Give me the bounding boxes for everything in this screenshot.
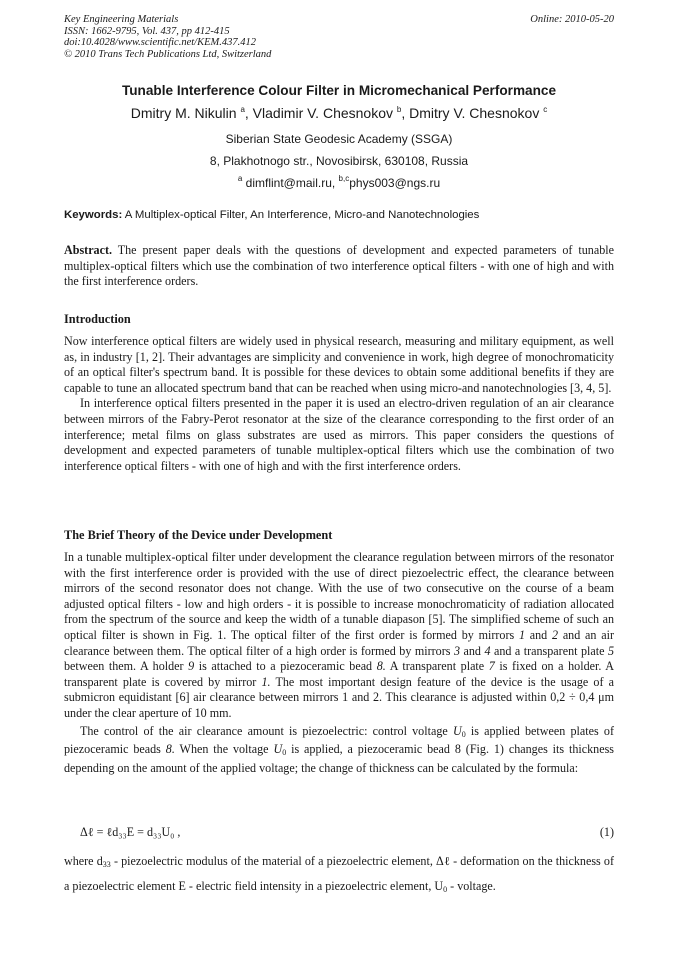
paragraph: In a tunable multiplex-optical filter under development the clearance regulation between mirrors of the resonator with the first interference order is provided with the use of direct piezoelectric effect, the clearance between mirrors of the second resonator does not change. With the use of two consecutive on the course of a beam adjusted optical filters - low and high orders - it is possible to increase monochromaticity of radiation allocated from the spectrum of the source and keep the width of a tunable diapason [5]. The simplified scheme of such an optical filter is shown in Fig. 1. The optical filter of the first order is formed by mirrors 1 and 2 and an air clearance between them. The optical filter of a high order is formed by mirrors 3 and 4 and a transparent plate 5 between them. A holder 9 is attached to a piezoceramic bead 8. A transparent plate 7 is fixed on a holder. A transparent plate is covered by mirror 1. The most important design feature of the device is the usage of a submicron equidistant [6] air clearance between mirrors 1 and 2. This clearance is adjusted within 0,2 ÷ 0,4 μm under the clear aperture of 10 mm. [64,550,615,720]
address: 8, Plakhotnogo str., Novosibirsk, 630108, Russia [209,154,469,168]
paragraph: The control of the air clearance amount is piezoelectric: control voltage $U_0$ is applied between plates of piezoceramic beads 8. When the voltage $U_0$ is applied, a piezoceramic bead 8 (Fig. 1) changes its thickness depending on the amount of the applied voltage; the change of thickness can be calculated by the formula: [64,723,614,775]
author-name: Dmitry M. Nikulin [130,105,237,121]
author-sup: b [396,105,402,114]
issn: ISSN: 1662-9795, Vol. 437, pp 412-415 [64,25,230,37]
keywords [64,209,479,221]
introduction-body [64,334,614,474]
copyright: © 2010 Trans Tech Publications Ltd, Switzerland [64,48,272,60]
keywords-label: Keywords: [64,209,123,221]
formula-explanation [64,851,614,900]
abstract-text: The present paper deals with the questions of development and expected parameters of tunable multiplex-optical filters which use the combination of two interference optical filters - with one of high and with the first interference orders. [64,243,614,289]
emails [0,174,678,190]
author-list: Dmitry M. Nikulin $^a$, Vladimir V. Chesnokov $^b$, Dmitry V. Chesnokov $^c$ [130,105,548,121]
paragraph: Now interference optical filters are widely used in physical research, measuring and military equipment, as well as, in industry [1, 2]. Their advantages are simplicity and convenience in work, high degree of monochromaticity of an optical filter's spectrum band. It is possible for these devices to obtain some additional benefits if they are capable to tune an allocated spectrum band that can be reached when using micro-and nanotechnologies [3, 4, 5]. [64,334,614,395]
abstract-label: Abstract. [64,243,113,257]
equation-body: Δℓ = ℓd₃₃E = d₃₃U₀ , [80,825,181,839]
section-heading: The Brief Theory of the Device under Development [64,528,333,542]
abstract [64,243,614,290]
author-name: Dmitry V. Chesnokov [409,105,540,121]
journal-name: Key Engineering Materials [64,14,179,25]
author-name: Vladimir V. Chesnokov [252,105,393,121]
equation-number: (1) [599,825,614,839]
online-date: Online: 2010-05-20 [530,14,614,25]
paragraph: In interference optical filters presented in the paper it is used an electro-driven regulation of an air clearance between mirrors of the Fabry-Perot resonator at the size of the clearance corresponding to the first order of an interference; metal films on glass substrates are used as mirrors. This paper considers the questions of development and expected parameters of tunable multiplex-optical filters which use the combination of two interference optical filters - with one of high and with the first interference orders. [64,396,614,473]
keywords-text: A Multiplex-optical Filter, An Interference, Micro-and Nanotechnologies [124,209,480,221]
email-sup: b,c [338,174,350,183]
section-heading: Introduction [64,312,131,326]
author-sup: a [240,105,245,114]
email-link[interactable]: phys003@ngs.ru [349,176,441,190]
paper-title: Tunable Interference Colour Filter in Micromechanical Performance [121,83,557,98]
doi: doi:10.4028/www.scientific.net/KEM.437.412 [64,37,256,49]
institution: Siberian State Geodesic Academy (SSGA) [225,132,453,146]
paragraph: where $d_{33}$ - piezoelectric modulus of the material of a piezoelectric element, Δℓ - deformation on the thickness of a piezoelectric element E - electric field intensity in a piezoelectric element, $U_0$ - voltage. [64,854,614,894]
email-sup: a [237,174,243,183]
equation [80,825,614,840]
author-sup: c [543,105,548,114]
email-link[interactable]: dimflint@mail.ru, [245,176,336,190]
theory-body [64,550,614,776]
clearance-range: 0,2 ÷ 0,4 [550,690,595,705]
journal-header [64,14,271,60]
